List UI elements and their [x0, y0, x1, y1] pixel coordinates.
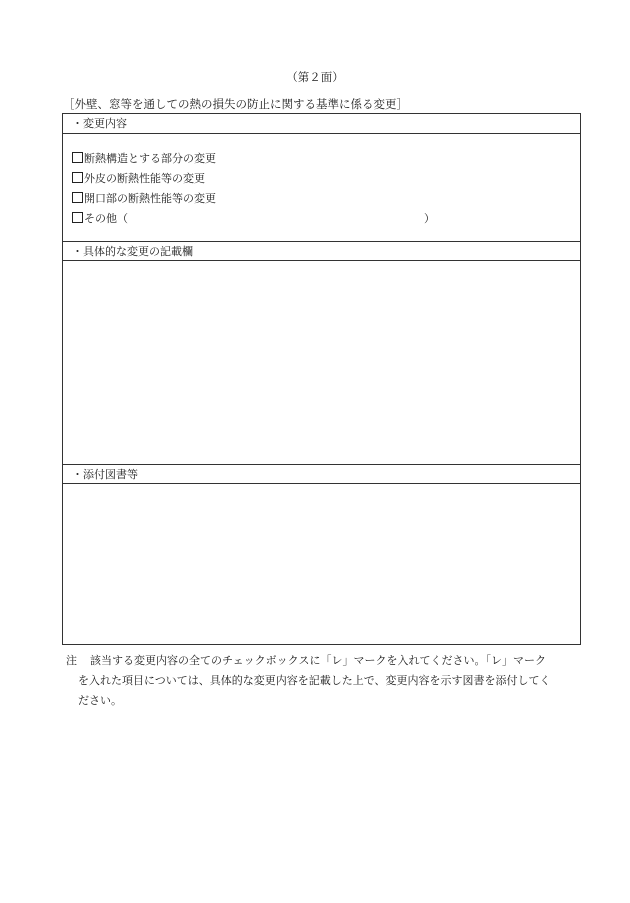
option-other[interactable]: [72, 209, 562, 229]
detail-writing-area[interactable]: [63, 261, 580, 464]
footnote: [66, 651, 582, 711]
checkbox[interactable]: [72, 192, 83, 203]
option-opening-performance[interactable]: [72, 189, 562, 209]
other-close-paren: ）: [424, 212, 435, 225]
section-header-detail: ・具体的な変更の記載欄: [63, 241, 580, 261]
change-form: [62, 113, 581, 645]
note-line: を入れた項目については、具体的な変更内容を記載した上で、変更内容を示す図書を添付してく: [78, 674, 551, 687]
checkbox[interactable]: [72, 212, 83, 223]
form-heading: ［外壁、窓等を通しての熱の損失の防止に関する基準に係る変更］: [63, 97, 408, 111]
option-label: 断熱構造とする部分の変更: [84, 152, 216, 165]
section-header-change-content: ・変更内容: [63, 114, 580, 134]
checkbox[interactable]: [72, 172, 83, 183]
page-title: （第２面）: [286, 70, 344, 84]
note-marker: 注: [66, 654, 77, 667]
note-line: ださい。: [78, 694, 122, 707]
section-header-attachments: ・添付図書等: [63, 464, 580, 484]
note-text: [66, 651, 582, 711]
checkbox[interactable]: [72, 152, 83, 163]
note-line: 該当する変更内容の全てのチェックボックスに「レ」マークを入れてください。「レ」マーク: [90, 654, 547, 667]
option-envelope-performance[interactable]: [72, 169, 562, 189]
option-label: 外皮の断熱性能等の変更: [84, 172, 205, 185]
change-content-checklist: [72, 149, 562, 229]
option-insulation-structure[interactable]: [72, 149, 562, 169]
option-label: 開口部の断熱性能等の変更: [84, 192, 216, 205]
option-label: その他（: [84, 212, 128, 225]
attachments-writing-area[interactable]: [63, 484, 580, 644]
